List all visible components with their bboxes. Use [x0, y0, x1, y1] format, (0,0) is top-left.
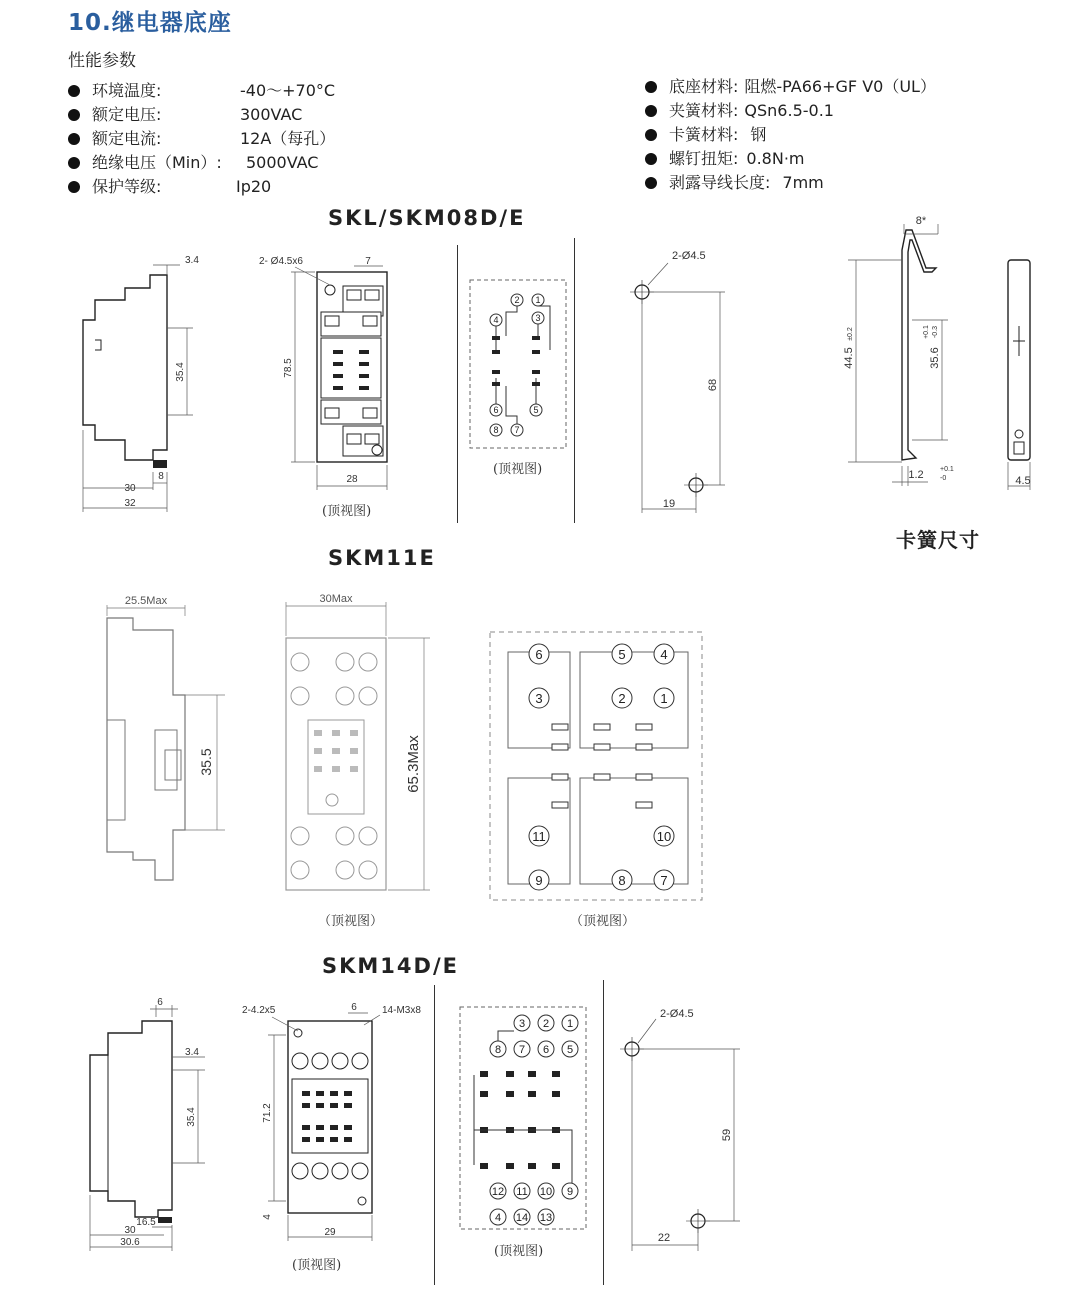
pin-label: 6 — [542, 1044, 550, 1056]
dim-label: 65.3Max — [405, 735, 422, 793]
dim-label: 3.4 — [185, 255, 199, 266]
param-value: 12A（每孔） — [240, 129, 336, 148]
pin-label: 9 — [535, 873, 543, 888]
param-value: -40～+70°C — [240, 81, 336, 100]
dim-label: 35.4 — [175, 362, 186, 382]
model-title-skl08: SKL/SKM08D/E — [328, 206, 526, 230]
pin-label: 8 — [618, 873, 626, 888]
bullet-icon — [68, 85, 80, 97]
param-item — [68, 150, 318, 173]
dim-label: 8* — [915, 215, 927, 227]
pin-label: 10 — [539, 1186, 553, 1198]
param-label: 环境温度: — [92, 81, 162, 100]
pin-label: 5 — [566, 1044, 574, 1056]
caption-top-view: (顶视图) — [292, 1258, 342, 1273]
pin-label: 12 — [491, 1186, 505, 1198]
dim-label: 2-Ø4.5 — [672, 250, 706, 262]
param-value: Ip20 — [236, 177, 272, 196]
bullet-icon — [68, 133, 80, 145]
pin-label: 13 — [539, 1212, 553, 1224]
bullet-icon — [645, 129, 657, 141]
pin-label: 2 — [542, 1018, 550, 1030]
dim-label: 68 — [707, 378, 719, 392]
pin-label: 1 — [566, 1018, 574, 1030]
dim-label: 2-Ø4.5 — [660, 1008, 694, 1020]
pin-label: 3 — [535, 691, 543, 706]
dim-label: 6 — [157, 997, 163, 1008]
pin-label: 1 — [535, 295, 541, 305]
param-item — [645, 98, 834, 121]
pin-label: 5 — [618, 647, 626, 662]
dim-label: 71.2 — [262, 1103, 273, 1123]
spring-caption: 卡簧尺寸 — [896, 528, 980, 552]
wiring-diagram-08 — [468, 278, 570, 454]
bullet-icon — [68, 157, 80, 169]
param-item — [68, 174, 271, 197]
bullet-icon — [68, 181, 80, 193]
dim-label: 3.4 — [185, 1047, 199, 1058]
param-value: 5000VAC — [246, 153, 319, 172]
param-value: 7mm — [782, 173, 824, 192]
dim-label: 59 — [721, 1128, 733, 1142]
dim-tolerance: -0.3 — [932, 325, 939, 339]
caption-top-view: (顶视图) — [493, 462, 543, 477]
spring-clip-side — [836, 210, 956, 500]
dim-label: 29 — [324, 1227, 336, 1238]
dim-label: 19 — [662, 498, 676, 510]
dim-label: 4.5 — [1015, 475, 1031, 487]
param-item — [645, 122, 766, 145]
pin-label: 8 — [494, 1044, 502, 1056]
side-view-11 — [95, 590, 235, 910]
dim-label: 22 — [657, 1232, 671, 1244]
param-value: 300VAC — [240, 105, 303, 124]
pin-label: 8 — [493, 425, 499, 435]
separator — [574, 238, 575, 523]
param-value: 0.8N·m — [746, 149, 805, 168]
pin-label: 3 — [518, 1018, 526, 1030]
dim-label: 25.5Max — [124, 595, 168, 607]
dim-label: 2-4.2x5 — [242, 1005, 276, 1016]
pin-label: 4 — [660, 647, 668, 662]
pin-label: 6 — [535, 647, 543, 662]
dim-label: 2- Ø4.5x6 — [259, 256, 303, 267]
dim-label: 44.5 — [843, 347, 855, 369]
section-subtitle: 性能参数 — [68, 51, 136, 71]
dim-label: 32 — [124, 498, 136, 509]
dim-label: 6 — [351, 1002, 357, 1013]
param-label: 底座材料: — [669, 77, 739, 96]
model-title-skm11: SKM11E — [328, 546, 436, 570]
dim-label: 78.5 — [283, 358, 294, 378]
pin-label: 7 — [660, 873, 668, 888]
wiring-diagram-11 — [488, 630, 706, 904]
dim-label: 14-M3x8 — [382, 1005, 421, 1016]
pin-label: 4 — [493, 315, 499, 325]
caption-top-view: (顶视图) — [494, 1244, 544, 1259]
dim-label: 35.6 — [929, 347, 941, 369]
model-title-skm14: SKM14D/E — [322, 954, 459, 978]
mounting-holes-08 — [620, 245, 740, 515]
section-title: 10.继电器底座 — [68, 10, 232, 36]
param-label: 绝缘电压（Min）: — [92, 153, 222, 172]
param-item — [68, 102, 302, 125]
param-value: 阻燃-PA66+GF V0（UL） — [744, 77, 936, 96]
caption-top-view: （顶视图） — [318, 914, 384, 929]
pin-label: 9 — [566, 1186, 574, 1198]
dim-label: 16.5 — [136, 1217, 156, 1228]
bullet-icon — [645, 153, 657, 165]
dim-label: 30Max — [319, 593, 353, 605]
dim-tolerance: ±0.2 — [847, 327, 854, 341]
pin-label: 7 — [514, 425, 520, 435]
separator — [434, 985, 435, 1285]
pin-label: 5 — [533, 405, 539, 415]
dim-label: 35.4 — [186, 1107, 197, 1127]
param-label: 额定电压: — [92, 105, 162, 124]
dim-label: 7 — [365, 256, 371, 267]
dim-tolerance: -0 — [940, 475, 947, 482]
pin-label: 10 — [656, 829, 672, 844]
param-item — [68, 126, 335, 149]
pin-label: 3 — [535, 313, 541, 323]
bullet-icon — [645, 105, 657, 117]
dim-label: 8 — [158, 471, 164, 482]
dim-label: 30.6 — [120, 1237, 140, 1248]
param-item — [645, 74, 936, 97]
caption-top-view: (顶视图) — [322, 504, 372, 519]
top-outline-14 — [240, 995, 430, 1245]
pin-label: 11 — [532, 829, 546, 844]
top-outline-11 — [280, 590, 440, 900]
caption-top-view: （顶视图） — [570, 914, 636, 929]
param-value: QSn6.5-0.1 — [744, 101, 834, 120]
pin-label: 7 — [518, 1044, 526, 1056]
mounting-holes-14 — [612, 1005, 742, 1255]
param-item — [645, 146, 805, 169]
dim-label: 28 — [346, 474, 358, 485]
param-item — [68, 78, 335, 101]
top-outline-08 — [255, 250, 415, 500]
bullet-icon — [645, 177, 657, 189]
pin-label: 4 — [494, 1212, 502, 1224]
pin-label: 14 — [515, 1212, 529, 1224]
bullet-icon — [645, 81, 657, 93]
param-label: 剥露导线长度: — [669, 173, 771, 192]
dim-label: 4 — [262, 1214, 273, 1220]
dim-label: 30 — [124, 483, 136, 494]
pin-label: 11 — [516, 1186, 528, 1198]
pin-label: 6 — [493, 405, 499, 415]
param-label: 螺钉扭矩: — [669, 149, 739, 168]
pin-label: 2 — [618, 691, 626, 706]
dim-label: 35.5 — [198, 748, 214, 776]
spring-clip-front — [995, 256, 1045, 496]
wiring-diagram-14 — [458, 1005, 590, 1233]
separator — [457, 245, 458, 523]
dim-label: 30 — [124, 1225, 136, 1236]
param-label: 保护等级: — [92, 177, 162, 196]
param-item — [645, 170, 824, 193]
pin-label: 2 — [514, 295, 520, 305]
separator — [603, 980, 604, 1285]
pin-label: 1 — [660, 691, 668, 706]
bullet-icon — [68, 109, 80, 121]
dim-tolerance: +0.1 — [940, 466, 954, 473]
param-label: 卡簧材料: — [669, 125, 739, 144]
param-label: 额定电流: — [92, 129, 162, 148]
param-value: 钢 — [750, 125, 767, 144]
param-label: 夹簧材料: — [669, 101, 739, 120]
dim-label: 1.2 — [908, 469, 924, 481]
side-view-08 — [75, 250, 199, 515]
dim-tolerance: +0.1 — [923, 325, 930, 339]
side-view-14 — [80, 995, 210, 1255]
